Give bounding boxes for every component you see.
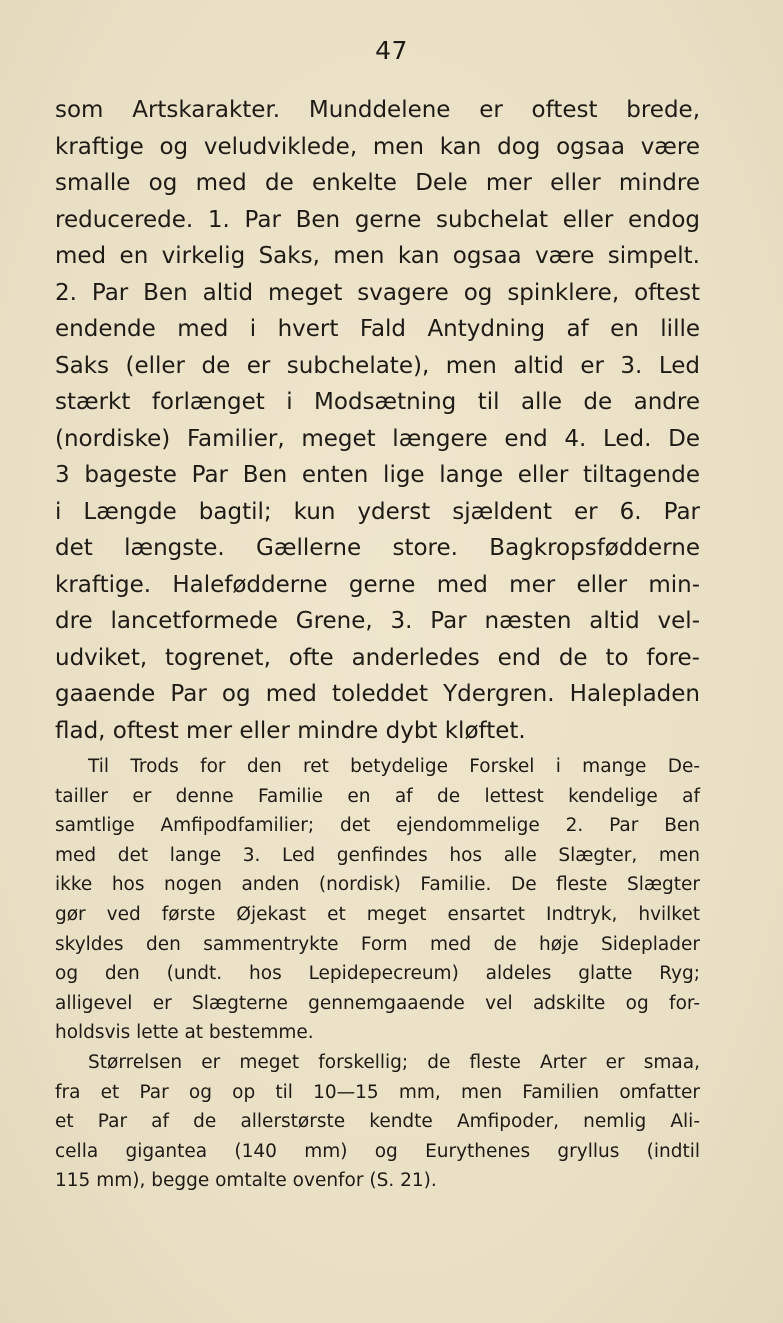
text-line: cella gigantea (140 mm) og Eurythenes gryllus (indtil <box>55 1140 700 1162</box>
small-paragraph-family-notes <box>55 752 700 1048</box>
text-line: udviket, togrenet, ofte anderledes end de to fore- <box>55 644 700 671</box>
text-line: smalle og med de enkelte Dele mer eller mindre <box>55 170 700 196</box>
text-line: som Artskarakter. Munddelene er oftest brede, <box>55 97 700 123</box>
small-print-section <box>55 752 700 1196</box>
small-paragraph-size-notes <box>55 1048 700 1196</box>
text-line: gaaende Par og med toleddet Ydergren. Halepladen <box>55 681 700 707</box>
text-line: det længste. Gællerne store. Bagkropsfødderne <box>55 535 700 561</box>
text-line: med en virkelig Saks, men kan ogsaa være simpelt. <box>55 243 700 269</box>
page-number: 47 <box>375 36 408 65</box>
text-line: stærkt forlænget i Modsætning til alle de andre <box>55 389 700 415</box>
text-line: dre lancetformede Grene, 3. Par næsten altid vel- <box>55 608 700 634</box>
text-line: kraftige. Halefødderne gerne med mer eller min- <box>55 571 700 598</box>
text-line: 3 bageste Par Ben enten lige lange eller tiltagende <box>55 462 700 488</box>
text-line: i Længde bagtil; kun yderst sjældent er 6. Par <box>55 498 700 525</box>
text-line: gør ved første Øjekast et meget ensartet Indtryk, hvilket <box>55 903 700 925</box>
text-line: fra et Par og op til 10—15 mm, men Familien omfatter <box>55 1081 700 1103</box>
text-line: skyldes den sammentrykte Form med de høje Sideplader <box>55 933 700 955</box>
text-line: tailler er denne Familie en af de lettest kendelige af <box>55 785 700 807</box>
text-line: et Par af de allerstørste kendte Amfipoder, nemlig Ali- <box>55 1111 700 1133</box>
text-line: ikke hos nogen anden (nordisk) Familie. De fleste Slægter <box>55 874 700 896</box>
text-line: og den (undt. hos Lepidepecreum) aldeles glatte Ryg; <box>55 963 700 985</box>
text-line: 2. Par Ben altid meget svagere og spinklere, oftest <box>55 279 700 306</box>
text-line: holdsvis lette at bestemme. <box>55 1022 314 1044</box>
text-line: Saks (eller de er subchelate), men altid er 3. Led <box>55 352 700 379</box>
text-line: med det lange 3. Led genfindes hos alle Slægter, men <box>55 844 700 866</box>
main-paragraph <box>55 92 700 749</box>
text-line: Størrelsen er meget forskellig; de fleste Arter er smaa, <box>88 1051 700 1073</box>
text-line: kraftige og veludviklede, men kan dog ogsaa være <box>55 133 700 160</box>
text-line: samtlige Amfipodfamilier; det ejendommelige 2. Par Ben <box>55 815 700 837</box>
text-line: reducerede. 1. Par Ben gerne subchelat eller endog <box>55 206 700 233</box>
text-line: (nordiske) Familier, meget længere end 4. Led. De <box>55 425 700 452</box>
text-line: endende med i hvert Fald Antydning af en lille <box>55 316 700 342</box>
text-line: flad, oftest mer eller mindre dybt kløftet. <box>55 717 526 744</box>
text-line: Til Trods for den ret betydelige Forskel i mange De- <box>88 756 700 777</box>
text-line: alligevel er Slægterne gennemgaaende vel adskilte og for- <box>55 992 700 1014</box>
text-line: 115 mm), begge omtalte ovenfor (S. 21). <box>55 1170 437 1192</box>
